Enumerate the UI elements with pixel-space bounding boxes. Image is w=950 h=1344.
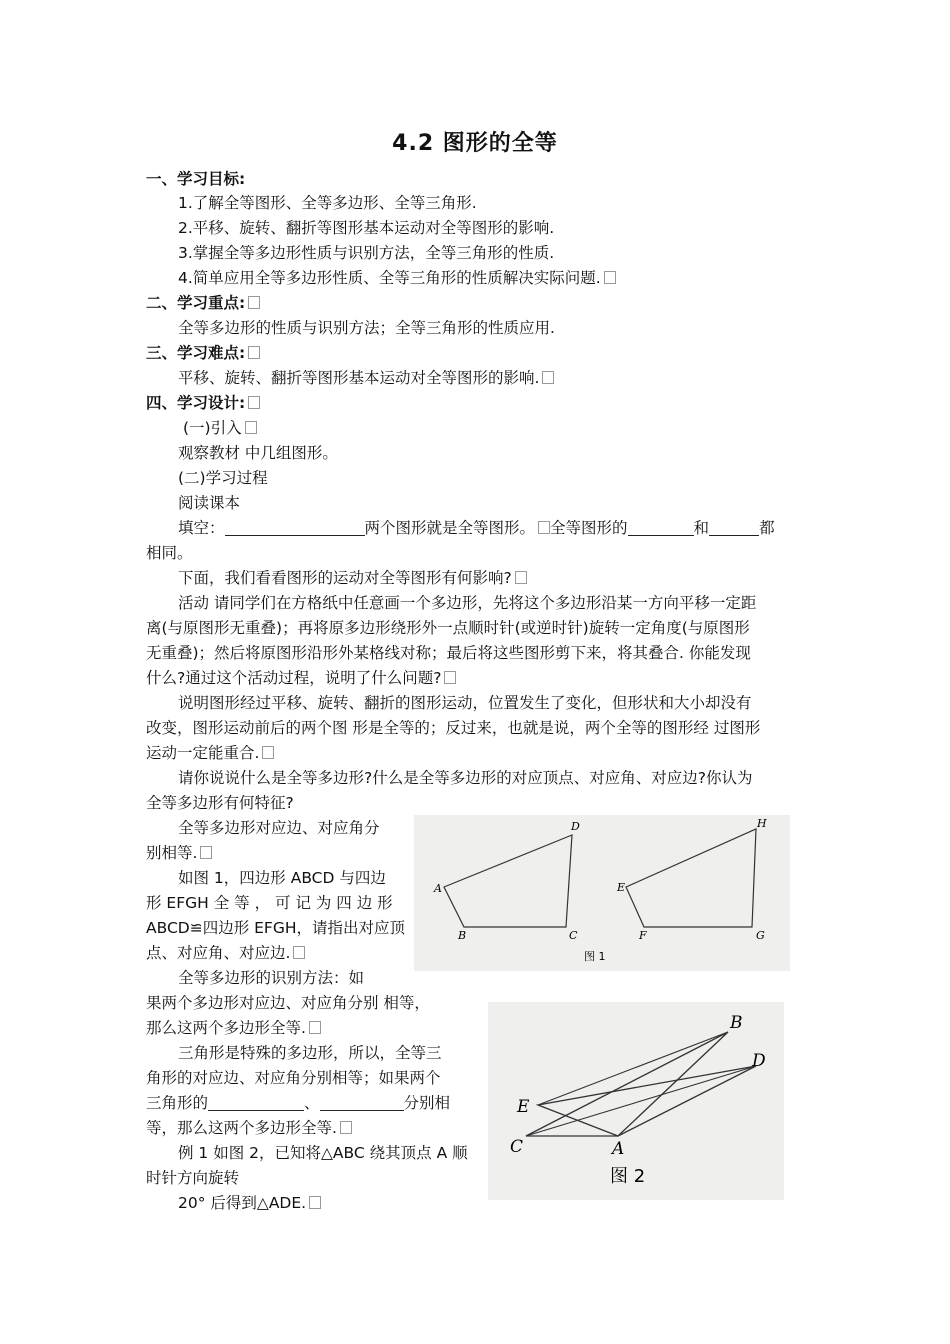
placeholder-box-icon — [248, 396, 260, 409]
quadrilateral-efgh — [626, 829, 756, 927]
figure-caption: 图 2 — [610, 1166, 646, 1187]
blank-field[interactable] — [709, 519, 759, 536]
placeholder-box-icon — [309, 1021, 321, 1034]
subheading-intro: (一)引入 — [183, 416, 257, 440]
vertex-label: B — [458, 929, 467, 942]
section-heading-design: 四、学习设计: — [146, 391, 260, 415]
placeholder-box-icon — [293, 946, 305, 959]
placeholder-box-icon — [248, 346, 260, 359]
paragraph: 运动一定能重合. — [146, 741, 274, 765]
placeholder-box-icon — [248, 296, 260, 309]
placeholder-box-icon — [538, 521, 550, 534]
figure-1-drawing — [414, 815, 790, 971]
paragraph: 别相等. — [146, 841, 212, 865]
section-heading-focus: 二、学习重点: — [146, 291, 260, 315]
vertex-label: B — [730, 1013, 743, 1033]
blank-field[interactable] — [320, 1094, 404, 1111]
section-heading-difficulty: 三、学习难点: — [146, 341, 260, 365]
vertex-label: D — [752, 1051, 766, 1071]
placeholder-box-icon — [340, 1121, 352, 1134]
placeholder-box-icon — [262, 746, 274, 759]
focus-text: 全等多边形的性质与识别方法；全等三角形的性质应用. — [178, 319, 555, 337]
process-text: 阅读课本 — [178, 494, 241, 512]
placeholder-box-icon — [604, 271, 616, 284]
paragraph: 全等多边形有何特征? — [146, 794, 294, 812]
vertex-label: G — [756, 929, 765, 942]
difficulty-text: 平移、旋转、翻折等图形基本运动对全等图形的影响. — [178, 366, 554, 390]
paragraph: 果两个多边形对应边、对应角分别 相等， — [146, 994, 430, 1012]
vertex-label: D — [571, 820, 580, 833]
goal-item: 1.了解全等图形、全等多边形、全等三角形. — [178, 194, 477, 212]
paragraph: 时针方向旋转 — [146, 1169, 240, 1187]
paragraph: 全等多边形的识别方法：如 — [178, 969, 365, 987]
goal-item: 4.简单应用全等多边形性质、全等三角形的性质解决实际问题. — [178, 266, 616, 290]
paragraph: 角形的对应边、对应角分别相等；如果两个 — [146, 1069, 441, 1087]
figure-caption: 图 1 — [584, 950, 606, 963]
fill-blank-cont: 相同。 — [146, 544, 193, 562]
paragraph: 无重叠)；然后将原图形沿形外某格线对称；最后将这些图形剪下来，将其叠合. 你能发现 — [146, 644, 751, 662]
paragraph: 离(与原图形无重叠)；再将原多边形绕形外一点顺时针(或逆时针)旋转一定角度(与原图形 — [146, 619, 750, 637]
paragraph: 改变，图形运动前后的两个图 形是全等的；反过来，也就是说，两个全等的图形经 过图形 — [146, 719, 761, 737]
page-title: 4.2 图形的全等 — [392, 131, 558, 156]
vertex-label: C — [510, 1137, 524, 1157]
paragraph: 形 EFGH 全 等 ， 可 记 为 四 边 形 — [146, 894, 393, 912]
paragraph: 例 1 如图 2，已知将△ABC 绕其顶点 A 顺 — [178, 1144, 468, 1162]
intro-text: 观察教材 中几组图形。 — [178, 444, 338, 462]
placeholder-box-icon — [515, 571, 527, 584]
figure-1 — [414, 815, 790, 971]
vertex-label: E — [617, 881, 626, 894]
vertex-label: C — [569, 929, 578, 942]
paragraph: 活动 请同学们在方格纸中任意画一个多边形，先将这个多边形沿某一方向平移一定距 — [178, 594, 757, 612]
paragraph: 三角形的 、 分别相 — [146, 1094, 451, 1112]
paragraph: 等，那么这两个多边形全等. — [146, 1116, 352, 1140]
paragraph: 20° 后得到△ADE. — [178, 1191, 321, 1215]
figure-2 — [488, 1002, 784, 1200]
paragraph: 那么这两个多边形全等. — [146, 1016, 321, 1040]
placeholder-box-icon — [444, 671, 456, 684]
blank-field[interactable] — [225, 519, 365, 536]
placeholder-box-icon — [309, 1196, 321, 1209]
placeholder-box-icon — [245, 421, 257, 434]
paragraph: 请你说说什么是全等多边形?什么是全等多边形的对应顶点、对应角、对应边?你认为 — [178, 769, 753, 787]
vertex-label: F — [639, 929, 647, 942]
placeholder-box-icon — [542, 371, 554, 384]
paragraph: 全等多边形对应边、对应角分 — [178, 819, 380, 837]
section-heading-goals: 一、学习目标: — [146, 170, 246, 188]
paragraph: 什么?通过这个活动过程，说明了什么问题? — [146, 666, 456, 690]
blank-field[interactable] — [628, 519, 694, 536]
vertex-label: A — [434, 882, 442, 895]
fill-blank-line: 填空： 两个图形就是全等图形。 全等图形的 和 都 — [178, 519, 775, 537]
paragraph: 如图 1，四边形 ABCD 与四边 — [178, 869, 386, 887]
goal-item: 3.掌握全等多边形性质与识别方法，全等三角形的性质. — [178, 244, 555, 262]
quadrilateral-abcd — [444, 835, 572, 927]
vertex-label: H — [757, 817, 767, 830]
goal-item: 2.平移、旋转、翻折等图形基本运动对全等图形的影响. — [178, 219, 555, 237]
paragraph: 三角形是特殊的多边形，所以，全等三 — [178, 1044, 442, 1062]
paragraph: 点、对应角、对应边. — [146, 941, 305, 965]
placeholder-box-icon — [200, 846, 212, 859]
paragraph: ABCD≌四边形 EFGH，请指出对应顶 — [146, 919, 406, 937]
subheading-process: (二)学习过程 — [178, 469, 268, 487]
blank-field[interactable] — [208, 1094, 304, 1111]
vertex-label: E — [517, 1097, 530, 1117]
paragraph: 说明图形经过平移、旋转、翻折的图形运动，位置发生了变化，但形状和大小却没有 — [178, 694, 752, 712]
figure-2-drawing — [488, 1002, 784, 1200]
vertex-label: A — [612, 1139, 625, 1159]
paragraph: 下面，我们看看图形的运动对全等图形有何影响? — [178, 566, 527, 590]
